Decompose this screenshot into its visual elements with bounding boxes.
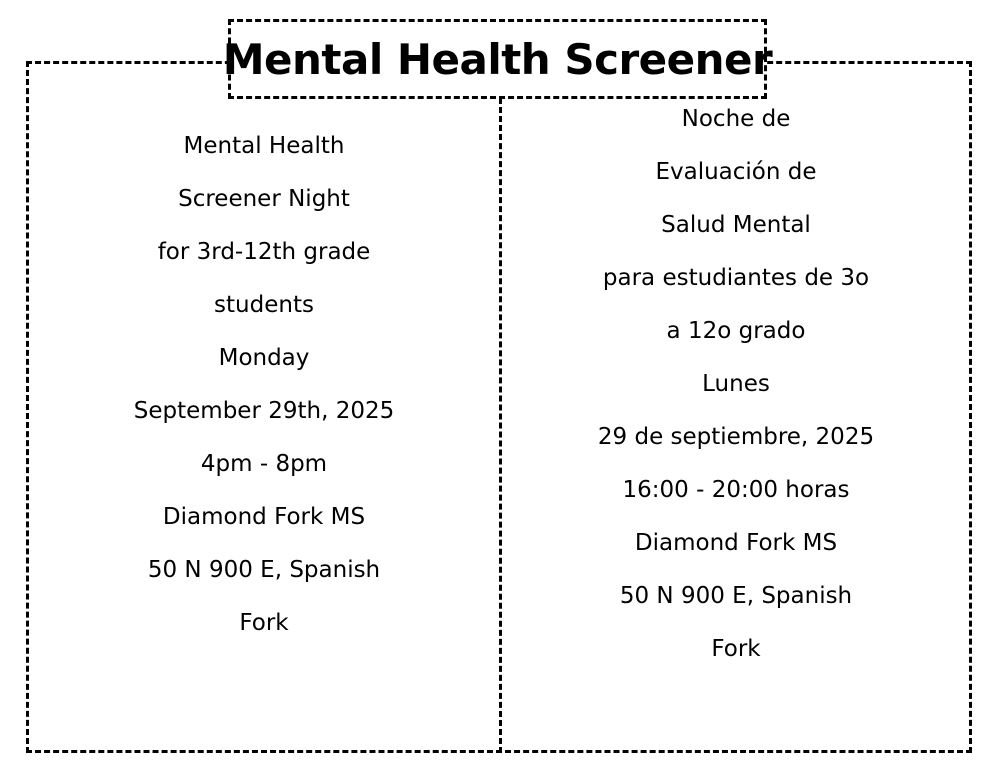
- english-line-address-1: 50 N 900 E, Spanish: [147, 557, 381, 583]
- english-line-event-name-1: Mental Health: [183, 133, 345, 159]
- english-column: [30, 120, 498, 650]
- spanish-line-address-1: 50 N 900 E, Spanish: [619, 583, 853, 609]
- spanish-line-event-name-2: Evaluación de: [655, 159, 817, 185]
- spanish-line-event-name-3: Salud Mental: [661, 212, 811, 238]
- english-line-date: September 29th, 2025: [133, 398, 395, 424]
- spanish-line-date: 29 de septiembre, 2025: [597, 424, 875, 450]
- spanish-line-location: Diamond Fork MS: [634, 530, 838, 556]
- spanish-line-audience-2: a 12o grado: [666, 318, 806, 344]
- spanish-line-address-2: Fork: [711, 636, 761, 662]
- spanish-line-weekday: Lunes: [702, 371, 770, 397]
- english-line-location: Diamond Fork MS: [162, 504, 366, 530]
- english-line-audience-2: students: [214, 292, 314, 318]
- spanish-column: [502, 93, 970, 676]
- page-title: Mental Health Screener: [222, 34, 773, 84]
- english-line-event-name-2: Screener Night: [178, 186, 350, 212]
- spanish-line-event-name-1: Noche de: [681, 106, 791, 132]
- spanish-line-time: 16:00 - 20:00 horas: [622, 477, 850, 503]
- title-box: [222, 19, 773, 99]
- english-line-address-2: Fork: [239, 610, 289, 636]
- english-line-audience-1: for 3rd-12th grade: [157, 239, 371, 265]
- spanish-line-audience-1: para estudiantes de 3o: [602, 265, 870, 291]
- english-line-time: 4pm - 8pm: [200, 451, 328, 477]
- english-line-weekday: Monday: [218, 345, 310, 371]
